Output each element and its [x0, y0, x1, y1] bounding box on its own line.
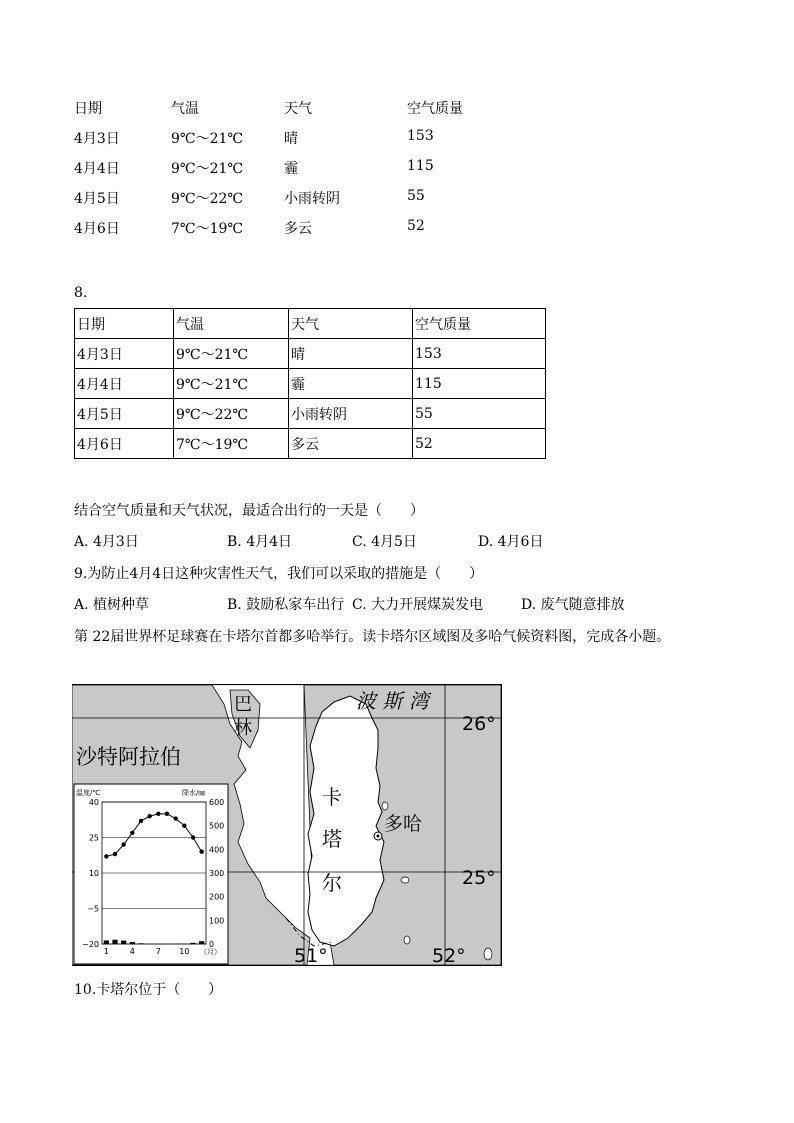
doha-marker-dot [377, 835, 380, 838]
q9-option-d[interactable]: D. 废气随意排放 [521, 597, 625, 613]
plain-cell: 7℃～19℃ [171, 221, 244, 237]
temperature-point [191, 835, 195, 839]
table-cell: 153 [413, 339, 546, 369]
label-lat-25: 25° [462, 867, 496, 889]
label-persian-gulf: 波 斯 湾 [356, 689, 429, 713]
label-qatar-1: 卡 [322, 785, 342, 809]
right-tick-label: 600 [209, 798, 225, 807]
right-tick-label: 300 [209, 869, 225, 878]
qatar-region-map [72, 684, 502, 966]
table-row [75, 369, 546, 399]
plain-cell: 115 [407, 158, 434, 174]
precip-bar [130, 942, 135, 944]
x-axis-label: （月） [200, 948, 221, 956]
precip-bar [138, 943, 143, 944]
precip-bar [112, 940, 117, 944]
plain-cell: 4月3日 [74, 131, 120, 147]
label-saudi-arabia: 沙特阿拉伯 [76, 745, 181, 769]
q9-option-a[interactable]: A. 植树种草 [74, 597, 150, 613]
q8-option-a[interactable]: A. 4月3日 [74, 534, 139, 550]
right-tick-label: 100 [209, 916, 225, 926]
temperature-point [156, 812, 160, 816]
table-cell: 多云 [289, 429, 413, 459]
table-cell: 霾 [289, 369, 413, 399]
plain-cell: 55 [407, 188, 425, 204]
left-tick-label: 10 [88, 869, 99, 878]
temperature-point [165, 812, 169, 816]
table-cell: 9℃～21℃ [174, 339, 289, 369]
label-qatar-2: 塔 [322, 827, 342, 851]
plain-table-row [74, 128, 494, 148]
question-8-stem: 结合空气质量和天气状况，最适合出行的一天是（ ） [74, 503, 424, 519]
plain-cell: 多云 [284, 221, 312, 237]
plain-header-temp: 气温 [171, 101, 199, 117]
plain-cell: 霾 [284, 161, 298, 177]
plain-header-weather: 天气 [284, 101, 312, 117]
table-cell: 小雨转阴 [289, 399, 413, 429]
q9-option-b[interactable]: B. 鼓励私家车出行 [227, 597, 345, 613]
precip-bar [199, 941, 204, 944]
plain-header-aqi: 空气质量 [407, 101, 463, 117]
temperature-point [147, 814, 151, 818]
label-qatar-3: 尔 [322, 871, 342, 895]
temperature-point [113, 852, 117, 856]
table-row [75, 399, 546, 429]
qatar-peninsula [308, 696, 384, 946]
question-number-8: 8. [74, 285, 88, 301]
island [404, 936, 410, 944]
island [401, 877, 409, 883]
plain-cell: 4月5日 [74, 191, 120, 207]
island [484, 948, 492, 960]
table-cell: 4月3日 [75, 339, 174, 369]
x-tick-label: 7 [155, 947, 161, 956]
plain-cell: 小雨转阴 [284, 191, 340, 207]
table-cell: 9℃～21℃ [174, 369, 289, 399]
question-10-stem: 10.卡塔尔位于（ ） [74, 982, 223, 998]
plain-cell: 52 [407, 218, 425, 234]
temperature-point [139, 819, 143, 823]
temperature-point [121, 842, 125, 846]
table-cell: 7℃～19℃ [174, 429, 289, 459]
precip-bar [190, 943, 195, 944]
plain-cell: 9℃～21℃ [171, 131, 244, 147]
table-row [75, 339, 546, 369]
q8-option-b[interactable]: B. 4月4日 [227, 534, 293, 550]
table-header-cell: 天气 [289, 309, 413, 339]
plain-cell: 4月6日 [74, 221, 120, 237]
precip-bar [104, 940, 109, 944]
label-lat-26: 26° [462, 713, 496, 735]
plain-header-date: 日期 [74, 101, 102, 117]
left-tick-label: 40 [88, 798, 99, 807]
table-cell: 9℃～22℃ [174, 399, 289, 429]
section-intro: 第 22届世界杯足球赛在卡塔尔首都多哈举行。读卡塔尔区域图及多哈气候资料图，完成各小题。 [74, 629, 671, 645]
q8-option-d[interactable]: D. 4月6日 [478, 534, 544, 550]
table-cell: 4月6日 [75, 429, 174, 459]
plain-table-row [74, 188, 494, 208]
temperature-point [173, 816, 177, 820]
weather-table [74, 308, 546, 459]
temperature-point [104, 854, 108, 858]
table-cell: 52 [413, 429, 546, 459]
table-row [75, 429, 546, 459]
table-cell: 55 [413, 399, 546, 429]
q8-option-c[interactable]: C. 4月5日 [352, 534, 417, 550]
table-cell: 115 [413, 369, 546, 399]
chart-right-axis-label: 降水/㎜ [182, 789, 206, 797]
x-tick-label: 10 [179, 947, 190, 956]
right-tick-label: 0 [209, 940, 215, 949]
plain-cell: 153 [407, 128, 434, 144]
question-9-stem: 9.为防止4月4日这种灾害性天气，我们可以采取的措施是（ ） [74, 566, 484, 582]
precip-bar [121, 941, 126, 944]
table-header-row [75, 309, 546, 339]
plain-cell: 9℃～22℃ [171, 191, 244, 207]
right-tick-label: 200 [209, 892, 225, 902]
label-lon-52: 52° [432, 945, 466, 966]
left-tick-label: −5 [87, 904, 99, 914]
climate-chart-inset [74, 784, 228, 964]
label-lon-51: 51° [294, 945, 328, 966]
temperature-point [130, 831, 134, 835]
label-doha: 多哈 [384, 813, 423, 835]
plain-table-row [74, 158, 494, 178]
left-tick-label: −20 [82, 940, 99, 949]
table-header-cell: 气温 [174, 309, 289, 339]
label-bahrain-2: 林 [234, 718, 252, 739]
temperature-point [182, 823, 186, 827]
x-tick-label: 1 [103, 947, 109, 956]
table-cell: 晴 [289, 339, 413, 369]
table-header-cell: 空气质量 [413, 309, 546, 339]
plain-table-header [74, 98, 494, 118]
chart-left-axis-label: 温度/℃ [76, 789, 101, 797]
left-tick-label: 25 [88, 833, 99, 843]
x-tick-label: 4 [129, 947, 135, 956]
right-tick-label: 400 [209, 845, 225, 855]
island [382, 802, 388, 810]
label-bahrain-1: 巴 [234, 694, 252, 715]
temperature-point [199, 850, 203, 854]
table-header-cell: 日期 [75, 309, 174, 339]
plain-cell: 4月4日 [74, 161, 120, 177]
q9-option-c[interactable]: C. 大力开展煤炭发电 [352, 597, 484, 613]
plain-table-row [74, 218, 494, 238]
plain-cell: 晴 [284, 131, 298, 147]
table-cell: 4月5日 [75, 399, 174, 429]
table-cell: 4月4日 [75, 369, 174, 399]
plain-cell: 9℃～21℃ [171, 161, 244, 177]
right-tick-label: 500 [209, 821, 225, 831]
